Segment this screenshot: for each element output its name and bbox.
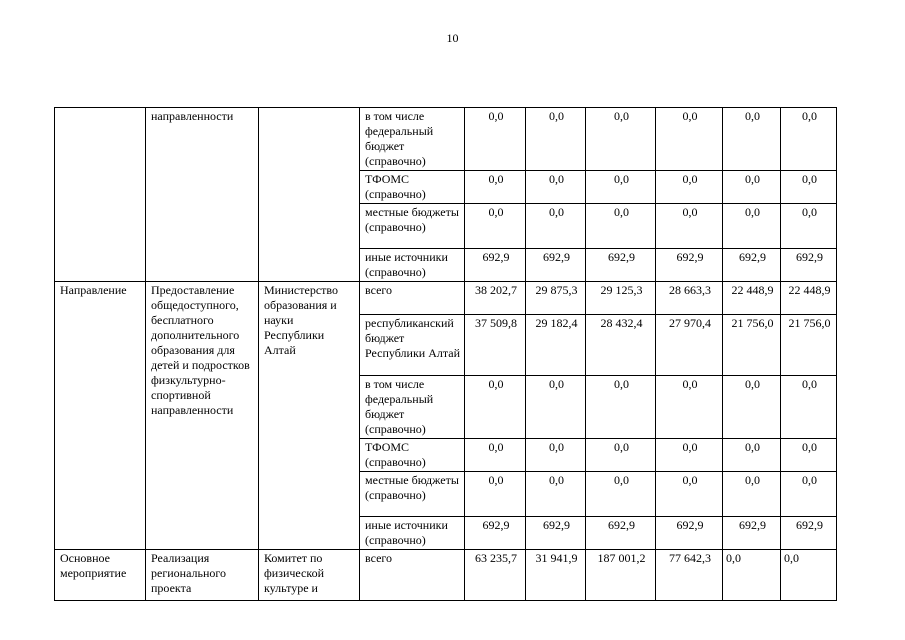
cell-value: 0,0 — [781, 550, 837, 601]
cell-value: 0,0 — [586, 204, 656, 249]
cell-value: 0,0 — [465, 439, 526, 472]
cell-value: 0,0 — [723, 204, 781, 249]
cell-value: 0,0 — [586, 472, 656, 517]
cell-value: 692,9 — [723, 517, 781, 550]
cell-value: 0,0 — [526, 472, 586, 517]
cell-value: 0,0 — [465, 376, 526, 439]
cell-value: 692,9 — [465, 517, 526, 550]
cell-value: 0,0 — [526, 171, 586, 204]
cell-source: в том числе федеральный бюджет (справочно) — [360, 108, 465, 171]
cell-value: 0,0 — [586, 171, 656, 204]
cell-value: 0,0 — [656, 472, 723, 517]
budget-table — [54, 107, 837, 601]
cell-value: 0,0 — [526, 204, 586, 249]
cell-value: 0,0 — [656, 204, 723, 249]
cell-value: 77 642,3 — [656, 550, 723, 601]
cell-value: 0,0 — [656, 376, 723, 439]
cell-value: 0,0 — [723, 376, 781, 439]
cell-value: 0,0 — [781, 108, 837, 171]
cell-value: 0,0 — [526, 376, 586, 439]
cell-name: Реализация регионального проекта — [146, 550, 259, 601]
cell-type: Основное мероприятие — [55, 550, 146, 601]
cell-value: 0,0 — [781, 376, 837, 439]
cell-value: 0,0 — [723, 108, 781, 171]
cell-source: местные бюджеты (справочно) — [360, 472, 465, 517]
cell-source: всего — [360, 550, 465, 601]
cell-value: 692,9 — [586, 517, 656, 550]
cell-value: 0,0 — [781, 204, 837, 249]
cell-source: иные источники (справочно) — [360, 249, 465, 282]
cell-source: ТФОМС (справочно) — [360, 171, 465, 204]
cell-source: иные источники (справочно) — [360, 517, 465, 550]
cell-value: 187 001,2 — [586, 550, 656, 601]
cell-value: 692,9 — [526, 249, 586, 282]
cell-value: 27 970,4 — [656, 315, 723, 376]
cell-value: 0,0 — [526, 439, 586, 472]
cell-value: 692,9 — [465, 249, 526, 282]
cell-value: 0,0 — [656, 171, 723, 204]
cell-value: 692,9 — [723, 249, 781, 282]
cell-value: 692,9 — [586, 249, 656, 282]
cell-value: 63 235,7 — [465, 550, 526, 601]
cell-value: 0,0 — [465, 108, 526, 171]
cell-value: 0,0 — [656, 108, 723, 171]
cell-type: Направление — [55, 282, 146, 550]
cell-value: 692,9 — [656, 517, 723, 550]
table-row — [55, 282, 837, 315]
cell-source: республиканский бюджет Республики Алтай — [360, 315, 465, 376]
cell-value: 0,0 — [586, 108, 656, 171]
cell-value: 37 509,8 — [465, 315, 526, 376]
cell-value: 0,0 — [781, 171, 837, 204]
cell-value: 22 448,9 — [781, 282, 837, 315]
cell-value: 21 756,0 — [723, 315, 781, 376]
cell-executor: Комитет по физической культуре и — [259, 550, 360, 601]
cell-name: Предоставление общедоступного, бесплатного дополнительного образования для детей и подростков физкультурно-спортивной направленности — [146, 282, 259, 550]
cell-value: 22 448,9 — [723, 282, 781, 315]
cell-value: 692,9 — [526, 517, 586, 550]
cell-value: 0,0 — [723, 439, 781, 472]
cell-value: 0,0 — [465, 472, 526, 517]
cell-value: 692,9 — [781, 249, 837, 282]
cell-value: 28 663,3 — [656, 282, 723, 315]
cell-value: 0,0 — [723, 550, 781, 601]
cell-executor — [259, 108, 360, 282]
cell-value: 29 182,4 — [526, 315, 586, 376]
cell-value: 21 756,0 — [781, 315, 837, 376]
cell-value: 0,0 — [586, 376, 656, 439]
cell-name: направленности — [146, 108, 259, 282]
cell-value: 0,0 — [656, 439, 723, 472]
cell-value: 0,0 — [465, 204, 526, 249]
cell-value: 0,0 — [465, 171, 526, 204]
cell-source: в том числе федеральный бюджет (справочно) — [360, 376, 465, 439]
cell-type — [55, 108, 146, 282]
cell-value: 0,0 — [723, 171, 781, 204]
table-row — [55, 108, 837, 171]
cell-value: 692,9 — [656, 249, 723, 282]
table-row — [55, 550, 837, 601]
cell-value: 692,9 — [781, 517, 837, 550]
cell-value: 0,0 — [723, 472, 781, 517]
cell-value: 29 875,3 — [526, 282, 586, 315]
cell-value: 31 941,9 — [526, 550, 586, 601]
cell-source: ТФОМС (справочно) — [360, 439, 465, 472]
cell-value: 0,0 — [781, 439, 837, 472]
cell-source: местные бюджеты (справочно) — [360, 204, 465, 249]
page-number: 10 — [446, 31, 459, 45]
cell-value: 0,0 — [526, 108, 586, 171]
cell-value: 28 432,4 — [586, 315, 656, 376]
cell-value: 38 202,7 — [465, 282, 526, 315]
cell-source: всего — [360, 282, 465, 315]
cell-value: 0,0 — [586, 439, 656, 472]
cell-value: 29 125,3 — [586, 282, 656, 315]
cell-value: 0,0 — [781, 472, 837, 517]
cell-executor: Министерство образования и науки Республики Алтай — [259, 282, 360, 550]
